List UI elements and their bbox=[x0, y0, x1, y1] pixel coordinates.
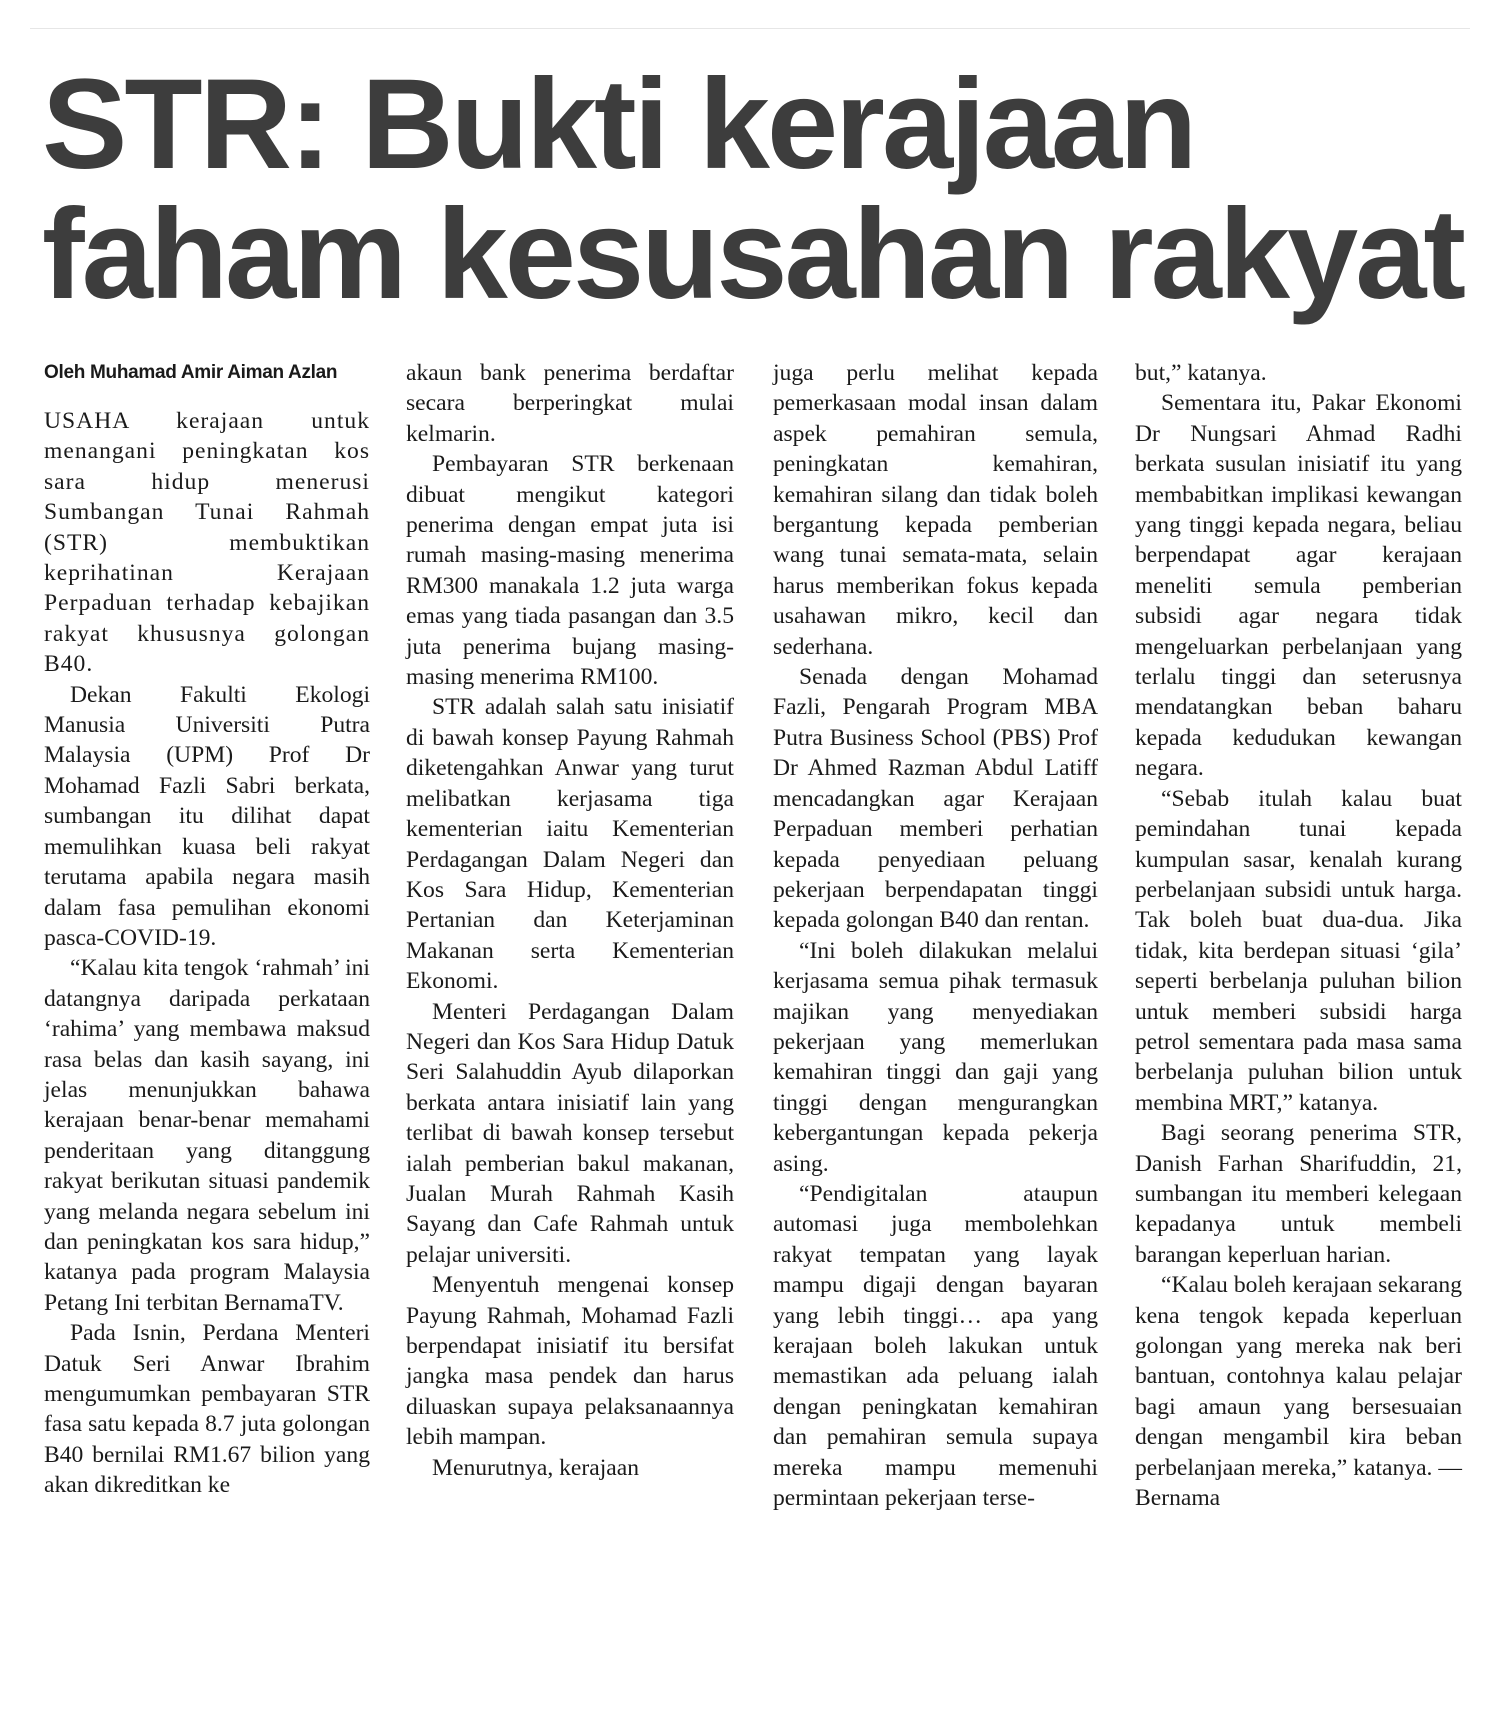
top-rule bbox=[30, 28, 1470, 29]
article-column-1 bbox=[44, 358, 370, 1501]
paragraph: but,” katanya. bbox=[1135, 360, 1267, 386]
paragraph: Senada dengan Mohamad Fazli, Pengarah Program MBA Putra Business School (PBS) Prof Dr Ahmed Razman Abdul Latiff mencadangkan agar Kerajaan Perpaduan memberi perhatian kepada penyediaan peluang pekerjaan berpendapatan tinggi kepada golongan B40 dan rentan. bbox=[773, 664, 1098, 934]
paragraph: “Pendigitalan ataupun automasi juga membolehkan rakyat tempatan yang layak mampu digaji dengan bayaran yang lebih tinggi… apa yang kerajaan boleh lakukan untuk memastikan ada peluang ialah dengan peningkatan kemahiran dan pemahiran semula supaya mereka mampu memenuhi permintaan pekerjaan terse- bbox=[773, 1180, 1098, 1512]
paragraph: USAHA kerajaan untuk menangani peningkatan kos sara hidup menerusi Sumbangan Tunai Rahmah (STR) membuktikan keprihatinan Kerajaan Perpaduan terhadap kebajikan rakyat khususnya golongan B40. bbox=[44, 408, 370, 678]
paragraph: Menteri Perdagangan Dalam Negeri dan Kos Sara Hidup Datuk Seri Salahuddin Ayub dilaporkan berkata antara inisiatif lain yang terlibat di bawah konsep tersebut ialah pemberian bakul makanan, Jualan Murah Rahmah Kasih Sayang dan Cafe Rahmah untuk pelajar universiti. bbox=[406, 998, 734, 1268]
paragraph: “Sebab itulah kalau buat pemindahan tunai kepada kumpulan sasar, kenalah kurang perbelanjaan subsidi untuk harga. Tak boleh buat dua-dua. Jika tidak, kita berdepan situasi ‘gila’ seperti berbelanja puluhan bilion untuk memberi subsidi harga petrol sementara pada masa sama berbelanja puluhan bilion untuk membina MRT,” katanya. bbox=[1135, 785, 1462, 1116]
paragraph: Sementara itu, Pakar Ekonomi Dr Nungsari Ahmad Radhi berkata susulan inisiatif itu yang membabitkan implikasi kewangan yang tinggi kepada negara, beliau berpendapat agar kerajaan meneliti semula pemberian subsidi agar negara tidak mengeluarkan perbelanjaan yang terlalu tinggi dan seterusnya mendatangkan beban baharu kepada kedudukan kewangan negara. bbox=[1135, 390, 1462, 782]
paragraph: Menurutnya, kerajaan bbox=[432, 1454, 640, 1481]
paragraph: akaun bank penerima berdaftar secara berperingkat mulai kelmarin. bbox=[406, 360, 734, 447]
headline bbox=[42, 53, 1463, 326]
paragraph: Pada Isnin, Perdana Menteri Datuk Seri Anwar Ibrahim mengumumkan pembayaran STR fasa satu kepada 8.7 juta golongan B40 bernilai RM1.67 bilion yang akan dikreditkan ke bbox=[44, 1320, 370, 1499]
paragraph: STR adalah salah satu inisiatif di bawah konsep Payung Rahmah diketengahkan Anwar yang turut melibatkan kerjasama tiga kementerian iaitu Kementerian Perdagangan Dalam Negeri dan Kos Sara Hidup, Kementerian Pertanian dan Keterjaminan Makanan serta Kementerian Ekonomi. bbox=[406, 694, 734, 995]
paragraph: “Kalau boleh kerajaan sekarang kena tengok kepada keperluan golongan yang mereka nak beri bantuan, contohnya kalau pelajar bagi amaun yang bersesuaian dengan mengambil kira beban perbelanjaan mereka,” katanya. — Bernama bbox=[1135, 1272, 1462, 1512]
headline-line-2: faham kesusahan rakyat bbox=[42, 183, 1463, 326]
paragraph: Dekan Fakulti Ekologi Manusia Universiti Putra Malaysia (UPM) Prof Dr Mohamad Fazli Sabri berkata, sumbangan itu dilihat dapat memulihkan kuasa beli rakyat terutama apabila negara masih dalam fasa pemulihan ekonomi pasca-COVID-19. bbox=[44, 681, 370, 951]
paragraph: juga perlu melihat kepada pemerkasaan modal insan dalam aspek pemahiran semula, peningkatan kemahiran, kemahiran silang dan tidak boleh bergantung kepada pemberian wang tunai semata-mata, selain harus memberikan fokus kepada usahawan mikro, kecil dan sederhana. bbox=[773, 360, 1098, 660]
article-column-3 bbox=[773, 358, 1098, 1513]
article-column-2 bbox=[406, 358, 734, 1483]
paragraph: Pembayaran STR berkenaan dibuat mengikut kategori penerima dengan empat juta isi rumah masing-masing menerima RM300 manakala 1.2 juta warga emas yang tiada pasangan dan 3.5 juta penerima bujang masing-masing menerima RM100. bbox=[406, 451, 734, 691]
paragraph: “Kalau kita tengok ‘rahmah’ ini datangnya daripada perkataan ‘rahima’ yang membawa maksud rasa belas dan kasih sayang, ini jelas menunjukkan bahawa kerajaan benar-benar memahami penderitaan yang ditanggung rakyat berikutan situasi pandemik yang melanda negara sebelum ini dan peningkatan kos sara hidup,” katanya pada program Malaysia Petang Ini terbitan BernamaTV. bbox=[44, 955, 370, 1316]
paragraph: “Ini boleh dilakukan melalui kerjasama semua pihak termasuk majikan yang menyediakan pekerjaan yang memerlukan kemahiran tinggi dan gaji yang tinggi dengan mengurangkan kebergantungan kepada pekerja asing. bbox=[773, 937, 1098, 1177]
paragraph: Menyentuh mengenai konsep Payung Rahmah, Mohamad Fazli berpendapat inisiatif itu bersifat jangka masa pendek dan harus diluaskan supaya pelaksanaannya lebih mampan. bbox=[406, 1272, 734, 1451]
byline: Oleh Muhamad Amir Aiman Azlan bbox=[44, 362, 338, 383]
paragraph: Bagi seorang penerima STR, Danish Farhan Sharifuddin, 21, sumbangan itu memberi kelegaan kepadanya untuk membeli barangan keperluan harian. bbox=[1135, 1120, 1462, 1268]
headline-line-1: STR: Bukti kerajaan bbox=[42, 53, 1195, 196]
article-column-4 bbox=[1135, 358, 1462, 1513]
